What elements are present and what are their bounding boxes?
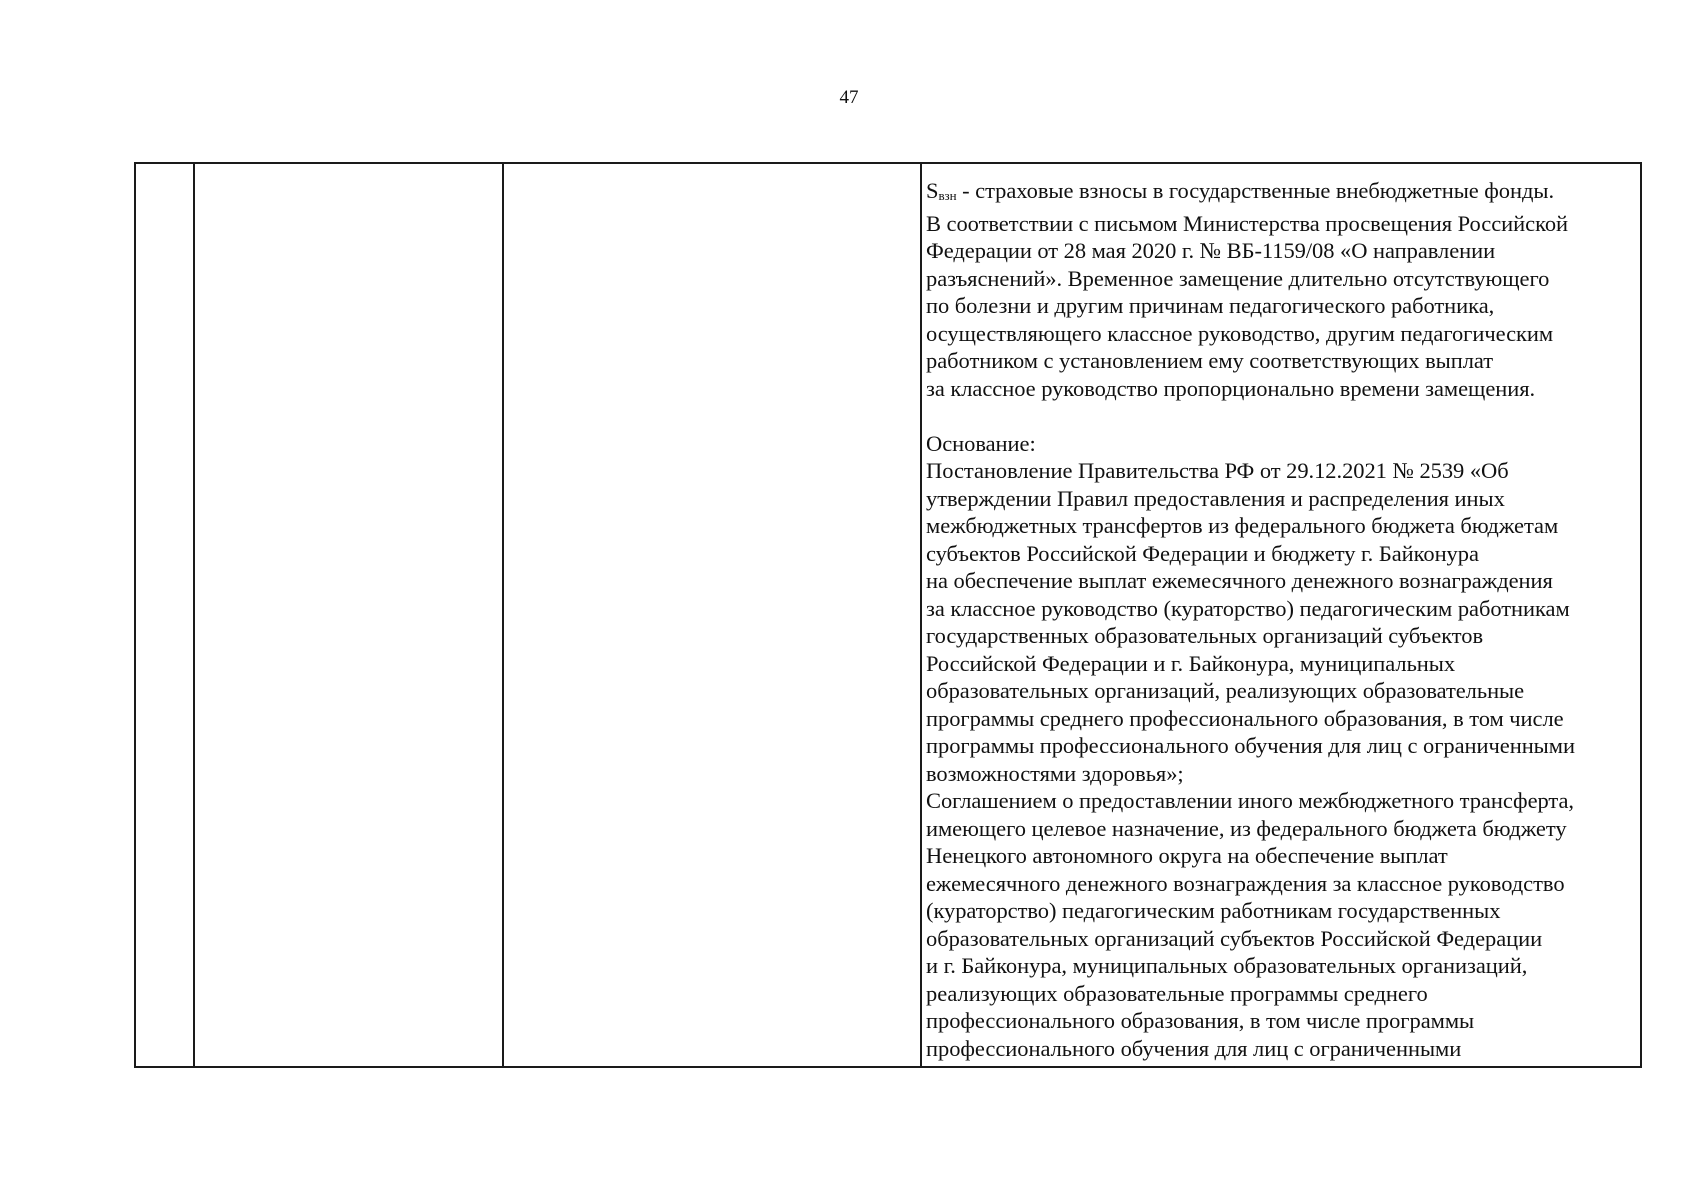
text-line: разъяснений». Временное замещение длительно отсутствующего [926, 265, 1550, 291]
text-line: осуществляющего классное руководство, другим педагогическим [926, 320, 1554, 346]
table-column-divider-3 [920, 164, 922, 1066]
table-cell-text [926, 177, 1636, 1062]
text-line-content: - страховые взносы в государственные внебюджетные фонды. [956, 178, 1555, 203]
text-line: (кураторство) педагогическим работникам государственных [926, 898, 1501, 923]
text-line: субъектов Российской Федерации и бюджету г. Байконура [926, 540, 1479, 566]
text-line: Российской Федерации и г. Байконура, муниципальных [926, 650, 1456, 676]
text-line: за классное руководство (кураторство) педагогическим работникам [926, 595, 1570, 621]
formula-subscript: взн [938, 188, 957, 203]
paragraph-spacer [926, 402, 1636, 430]
text-line: по болезни и другим причинам педагогического работника, [926, 293, 1495, 318]
text-line: Постановление Правительства РФ от 29.12.2021 № 2539 «Об [926, 458, 1509, 483]
paragraph-basis [926, 430, 1636, 1063]
table-column-divider-2 [502, 164, 504, 1066]
text-line: профессионального образования, в том числе программы [926, 1008, 1475, 1033]
text-line: работником с установлением ему соответствующих выплат [926, 348, 1494, 373]
text-line: возможностями здоровья»; [926, 760, 1184, 786]
basis-label: Основание: [926, 430, 1036, 456]
text-line [926, 177, 1636, 210]
text-line: имеющего целевое назначение, из федерального бюджета бюджету [926, 815, 1567, 841]
text-line: Соглашением о предоставлении иного межбюджетного трансферта, [926, 788, 1574, 813]
document-table [134, 162, 1642, 1068]
page-number: 47 [839, 87, 859, 108]
text-line: образовательных организаций, реализующих образовательные [926, 678, 1525, 703]
text-line: программы среднего профессионального образования, в том числе [926, 705, 1564, 731]
text-line: межбюджетных трансфертов из федерального бюджета бюджетам [926, 513, 1559, 538]
text-line: В соответствии с письмом Министерства просвещения Российской [926, 210, 1569, 236]
text-line: за классное руководство пропорционально времени замещения. [926, 375, 1536, 401]
text-line: образовательных организаций субъектов Российской Федерации [926, 925, 1543, 951]
formula-symbol: S [926, 178, 939, 203]
text-line: государственных образовательных организаций субъектов [926, 623, 1484, 648]
text-line: профессионального обучения для лиц с ограниченными [926, 1035, 1462, 1061]
table-column-divider-1 [193, 164, 195, 1066]
text-line: реализующих образовательные программы среднего [926, 980, 1428, 1006]
text-line: и г. Байконура, муниципальных образовательных организаций, [926, 953, 1528, 978]
text-line: утверждении Правил предоставления и распределения иных [926, 485, 1505, 511]
text-line: Федерации от 28 мая 2020 г. № ВБ-1159/08 «О направлении [926, 238, 1496, 263]
text-line: программы профессионального обучения для лиц с ограниченными [926, 733, 1575, 758]
text-line: на обеспечение выплат ежемесячного денежного вознаграждения [926, 568, 1553, 593]
paragraph-contributions [926, 177, 1636, 402]
text-line: ежемесячного денежного вознаграждения за классное руководство [926, 870, 1565, 896]
text-line: Ненецкого автономного округа на обеспечение выплат [926, 843, 1448, 868]
